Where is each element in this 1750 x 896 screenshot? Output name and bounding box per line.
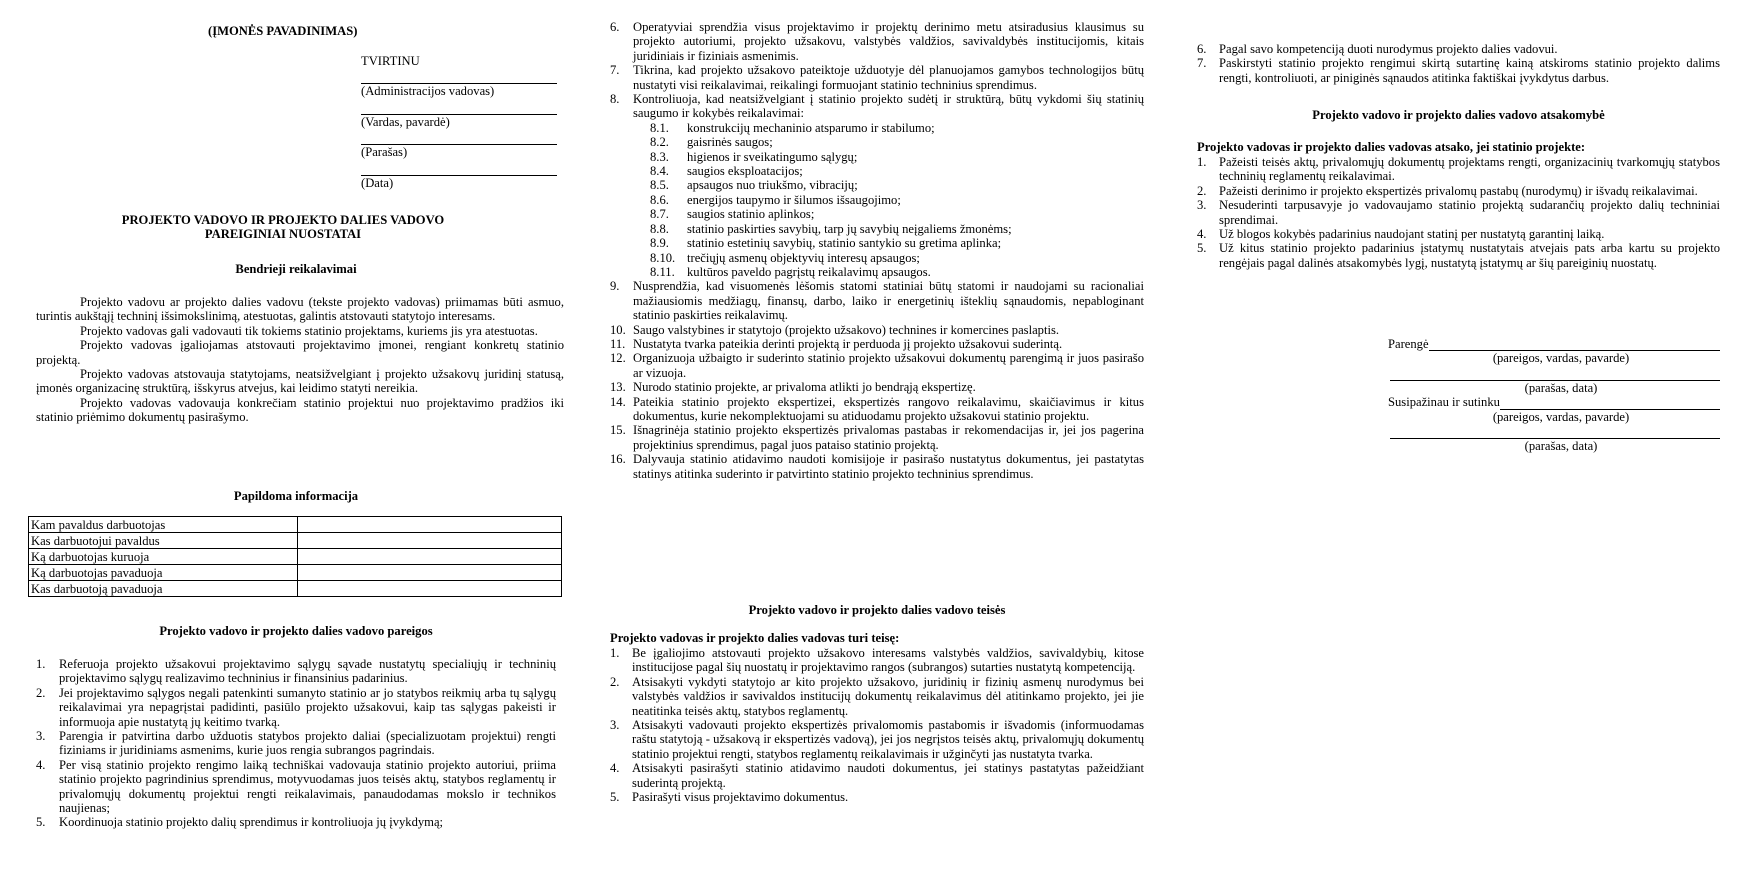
item-number: 4.: [1197, 227, 1207, 242]
table-cell: Kas darbuotojui pavaldus: [29, 533, 298, 549]
sub-number: 8.6.: [650, 192, 669, 207]
item-text: Nustatyta tvarka pateikia derinti projektą ir perduoda jį projekto užsakovui suderintą.: [633, 336, 1063, 351]
prepared-block: [1388, 337, 1720, 453]
duties-heading: Projekto vadovo ir projekto dalies vadovo pareigos: [159, 624, 433, 638]
item-number: 1.: [610, 646, 620, 660]
sub-item: [650, 222, 1144, 236]
table-cell-empty[interactable]: [298, 581, 562, 597]
item-number: 3.: [36, 729, 46, 744]
list-item: [1197, 241, 1720, 270]
item-number: 13.: [610, 380, 626, 395]
sub-number: 8.9.: [650, 236, 669, 251]
sub-item: [650, 164, 1144, 178]
item-number: 6.: [1197, 42, 1207, 56]
item-text: Be įgaliojimo atstovauti projekto užsakovo interesams valstybės valdžios, savivaldybių, kitose institucijose pagal šių nuostatų ir projektavimo rangos (subrangos) sutarties nustatytą kompetenciją.: [632, 646, 1144, 675]
list-item: [610, 790, 1144, 804]
item-number: 4.: [36, 757, 46, 772]
item-text: Pažeisti teisės aktų, privalomųjų dokumentų projektams rengti, organizacinių tvarkomųjų statybos techninių reglamentų reikalavimai.: [1219, 155, 1720, 184]
item-text: Nurodo statinio projekte, ar privaloma atlikti jo bendrąją ekspertizę.: [633, 380, 976, 395]
item-text: Nesuderinti tarpusavyje jo vadovaujamo statinio projektą sudarančių projekto dalių techniniai sprendimai.: [1219, 198, 1720, 227]
sub-number: 8.10.: [650, 250, 676, 265]
paragraph: Projekto vadovu ar projekto dalies vadovu (tekste projekto vadovas) priimamas būti asmuo, turintis aukštąjį techninį išsimokslinimą, atestuotas, galintis atstovauti statytojo interesams.: [36, 295, 564, 324]
signature-line: [361, 160, 557, 176]
item-text: Pateikia statinio projekto ekspertizei, ekspertizės rangovo reikalavimu, skaičiavimus ir kitus dokumentus, kurie nekomplektuojami su atiduodamu projekto užsakovui statinio projektu.: [633, 394, 1144, 423]
paragraph: Projekto vadovas įgaliojamas atstovauti projektavimo įmonei, rengiant konkretų statinio projektą.: [36, 338, 564, 367]
name-label: (Vardas, pavardė): [361, 114, 450, 129]
rights-list: [610, 646, 1144, 804]
sub-number: 8.8.: [650, 221, 669, 236]
table-row: [29, 565, 562, 581]
signature-line: [361, 68, 557, 84]
item-text: Operatyviai sprendžia visus projektavimo ir projektų derinimo metu atsiradusius klausimus su projekto autoriumi, projekto užsakovu, valstybės valdžios, savivaldybės institucijomis, kitais juridiniais ir fiziniais asmenimis.: [633, 20, 1144, 63]
item-number: 10.: [610, 322, 626, 337]
item-text: Organizuoja užbaigto ir suderinto statinio projekto užsakovui dokumentų parengimą ir juos pasirašo ar vizuoja.: [633, 351, 1144, 380]
item-text: Atsisakyti vadovauti projekto ekspertizės privalomomis pastabomis ir išvadomis (informuodamas raštu statytoją - užsakovą ir ekspertizės vadovą), jei jos negrįstos teisės aktų, privalomųjų dokumentų statinio projektui rengti, statybos reglamentų reikalavimais ir užginčyti jas nustatyta tvarka.: [632, 718, 1144, 761]
list-item: [36, 686, 556, 729]
sub-item: [650, 178, 1144, 192]
duties-list: [36, 657, 556, 830]
responsibility-list: [1197, 155, 1720, 270]
rights-list-continued: [1197, 42, 1720, 85]
sub-item: [650, 207, 1144, 221]
item-text: Pažeisti derinimo ir projekto ekspertizės privalomų pastabų (nurodymų) ir išvadų reikalavimai.: [1219, 183, 1698, 198]
agreed-row: [1388, 395, 1720, 409]
sub-number: 8.2.: [650, 135, 669, 150]
sub-text: statinio paskirties savybių, tarp jų savybių neįgaliems žmonėms;: [687, 221, 1012, 236]
sub-text: saugios eksploatacijos;: [687, 164, 803, 179]
list-item: [1197, 42, 1720, 56]
paragraph: Projekto vadovas atstovauja statytojams, neatsižvelgiant į projekto užsakovų juridinį statusą, įmonės organizacinę struktūrą, išskyrus atvejus, kai leidimo statyti nereikia.: [36, 367, 564, 396]
item-number: 2.: [1197, 183, 1207, 198]
general-heading: Bendrieji reikalavimai: [235, 262, 357, 276]
table-row: [29, 549, 562, 565]
item-number: 2.: [36, 685, 46, 700]
item-number: 7.: [610, 63, 620, 78]
prepared-row: [1388, 337, 1720, 351]
sub-text: statinio estetinių savybių, statinio santykio su gretima aplinka;: [687, 236, 1002, 251]
sub-text: energijos taupymo ir šilumos išsaugojimo;: [687, 192, 901, 207]
list-item: [610, 63, 1144, 92]
item-text: Atsisakyti vykdyti statytojo ar kito projekto užsakovo, juridinių ir fizinių asmenų nurodymus bei valstybės valdžios ir savivaldos institucijų dokumentų reikalavimus dėl atitinkamo projekto, jei jie neatitinka teisės aktų, statybos reglamentų.: [632, 674, 1144, 718]
list-item: [610, 380, 1144, 394]
signature-line: [361, 99, 557, 115]
prepared-label: Parengė: [1388, 337, 1429, 351]
sub-item: [650, 251, 1144, 265]
list-item: [1197, 227, 1720, 241]
item-text: Saugo valstybines ir statytojo (projekto užsakovo) technines ir komercines paslaptis.: [633, 322, 1059, 337]
sub-number: 8.4.: [650, 164, 669, 179]
sub-item: [650, 150, 1144, 164]
rights-lead: Projekto vadovas ir projekto dalies vadovas turi teisę:: [610, 631, 900, 645]
item-number: 1.: [36, 657, 46, 671]
sub-number: 8.1.: [650, 120, 669, 135]
sub-text: kultūros paveldo pagrįstų reikalavimų apsaugos.: [687, 264, 931, 279]
list-item: [610, 675, 1144, 718]
sub-text: trečiųjų asmenų objektyvių interesų apsaugos;: [687, 250, 920, 265]
item-number: 4.: [610, 761, 620, 776]
sub-text: higienos ir sveikatingumo sąlygų;: [687, 149, 858, 164]
item-text: Paskirstyti statinio projekto rengimui skirtą sutartinę kainą atskiroms statinio projekto dalims rengti, kontroliuoti, ar piniginės sąnaudos atitinka faktiškai įvykdytus darbus.: [1219, 56, 1720, 85]
sub-item: [650, 135, 1144, 149]
table-cell: Ką darbuotojas kuruoja: [29, 549, 298, 565]
signature-line[interactable]: [1390, 424, 1720, 439]
sub-item: [650, 236, 1144, 250]
item-number: 5.: [610, 790, 620, 805]
item-text: Jei projektavimo sąlygos negali patenkinti sumanyto statinio ar jo statybos reikmių arba tų sąlygų reikalavimai yra nepagrįstai padidinti, pasiūlo projekto užsakovui, kaip tas sąlygas pakeisti ir informuoja apie nustatytą jų keitimo tvarką.: [59, 685, 556, 729]
sub-number: 8.11.: [650, 264, 675, 279]
item-number: 9.: [610, 279, 620, 294]
list-item: [1197, 198, 1720, 227]
signature-line[interactable]: [1429, 337, 1720, 351]
signature-line[interactable]: [1500, 396, 1720, 410]
sub-text: apsaugos nuo triukšmo, vibracijų;: [687, 178, 858, 193]
table-row: [29, 517, 562, 533]
sub-text: konstrukcijų mechaninio atsparumo ir stabilumo;: [687, 120, 935, 135]
list-item: [610, 351, 1144, 380]
paragraph: Projekto vadovas vadovauja konkrečiam statinio projektui nuo projektavimo pradžios iki statinio priėmimo dokumentų pasirašymo.: [36, 395, 564, 425]
item-number: 1.: [1197, 155, 1207, 169]
list-item: [610, 646, 1144, 675]
sub-item: [650, 265, 1144, 279]
item-text: Pagal savo kompetenciją duoti nurodymus projekto dalies vadovui.: [1219, 42, 1558, 56]
list-item: [610, 279, 1144, 322]
table-cell-empty[interactable]: [298, 533, 562, 549]
duties-list-continued: [610, 20, 1144, 481]
responsibility-lead: Projekto vadovas ir projekto dalies vadovas atsako, jei statinio projekte:: [1197, 140, 1586, 154]
company-name: (ĮMONĖS PAVADINIMAS): [208, 24, 358, 38]
item-number: 2.: [610, 674, 620, 689]
item-text: Referuoja projekto užsakovui projektavimo sąlygų sąvade nustatytų specialiųjų ir techninių projektavimo sąlygų realizavimo techninius ir finansinius padarinius.: [59, 657, 556, 686]
sub-number: 8.3.: [650, 149, 669, 164]
agreed-sign-label: (parašas, data): [1524, 439, 1598, 454]
table-cell-empty[interactable]: [298, 517, 562, 533]
list-item: [1197, 184, 1720, 198]
item-text: Koordinuoja statinio projekto dalių sprendimus ir kontroliuoja jų įvykdymą;: [59, 815, 444, 830]
item-number: 3.: [1197, 198, 1207, 213]
sign-label: (Parašas): [361, 145, 408, 160]
approve-label: TVIRTINU: [361, 54, 420, 68]
item-text: Atsisakyti pasirašyti statinio atidavimo naudoti dokumentus, jei statinys pastatytas pažeidžiant suderintą projektą.: [632, 761, 1144, 790]
extra-info-heading: Papildoma informacija: [233, 489, 359, 503]
table-cell-empty[interactable]: [298, 549, 562, 565]
prepared-sign-label: (parašas, data): [1524, 380, 1598, 395]
item-text: Dalyvauja statinio atidavimo naudoti komisijoje ir pasirašo nustatytus dokumentus, jei pastatytas statinys atitinka suderinto ir patvirtinto statinio projekto techninius sprendimus.: [633, 452, 1144, 481]
item-number: 3.: [610, 718, 620, 733]
list-item: [610, 323, 1144, 337]
item-text: Parengia ir patvirtina darbo užduotis statybos projekto daliai (specializuotam projektui) rengti fiziniams ir juridiniams asmenims, kurie juos rengia subrangos pagrindais.: [59, 729, 556, 758]
item-number: 8.: [610, 92, 620, 107]
sub-number: 8.7.: [650, 207, 669, 222]
list-item: [610, 718, 1144, 761]
table-cell: Kam pavaldus darbuotojas: [29, 517, 298, 533]
item-text: Tikrina, kad projekto užsakovo pateiktoje užduotyje dėl planuojamos gamybos technologijos būtų nustatyti visi reikalavimai, reikalingi formuojant statinio techninius sprendimus.: [633, 63, 1144, 92]
agreed-sub: (pareigos, vardas, pavarde): [1492, 409, 1630, 424]
table-cell-empty[interactable]: [298, 565, 562, 581]
list-item: [36, 657, 556, 686]
prepared-sub: (pareigos, vardas, pavarde): [1492, 351, 1630, 366]
paragraph: Projekto vadovas gali vadovauti tik tokiems statinio projektams, kuriems jis yra atestuotas.: [80, 323, 538, 338]
title-line-2: PAREIGINIAI NUOSTATAI: [204, 227, 362, 242]
item-number: 5.: [1197, 241, 1207, 256]
list-item: [1197, 56, 1720, 85]
list-item: [1197, 155, 1720, 184]
title-line-1: PROJEKTO VADOVO IR PROJEKTO DALIES VADOVO: [121, 213, 445, 227]
list-item: [36, 758, 556, 816]
table-row: [29, 533, 562, 549]
list-item: [610, 395, 1144, 424]
item-number: 7.: [1197, 56, 1207, 71]
item-text: Pasirašyti visus projektavimo dokumentus.: [632, 790, 849, 805]
document-title: [58, 213, 508, 242]
signature-line: [361, 129, 557, 145]
list-item: [36, 815, 556, 829]
table-cell: Ką darbuotojas pavaduoja: [29, 565, 298, 581]
approval-block: [361, 54, 557, 190]
list-item: [36, 729, 556, 758]
list-item: [610, 337, 1144, 351]
sub-item: [650, 193, 1144, 207]
item-text: Kontroliuoja, kad neatsižvelgiant į statinio projekto sudėtį ir struktūrą, būtų vykdomi šių statinių saugumo ir kokybės reikalavimai:: [633, 92, 1144, 121]
list-item: [610, 423, 1144, 452]
item-number: 5.: [36, 815, 46, 830]
signature-line[interactable]: [1390, 366, 1720, 381]
item-number: 16.: [610, 452, 626, 467]
list-item: [610, 20, 1144, 63]
sub-list: [610, 121, 1144, 279]
item-number: 6.: [610, 20, 620, 34]
date-label: (Data): [361, 175, 394, 190]
table-cell: Kas darbuotoją pavaduoja: [29, 581, 298, 597]
item-text: Išnagrinėja statinio projekto ekspertizės privalomas pastabas ir rekomendacijas ir, jei jos pagerina projektinius sprendimus, pagal juos pataiso statinio projektą.: [633, 423, 1144, 452]
admin-label: (Administracijos vadovas): [361, 84, 495, 99]
item-text: Už blogos kokybės padarinius naudojant statinį per nustatytą garantinį laiką.: [1219, 227, 1605, 242]
item-text: Už kitus statinio projekto padarinius įstatymų nustatytais atvejais pats arba kartu su projekto rengėjais pagal dalinės atsakomybės lygį, nustatytą įstatymų ar šių pareiginių nuostatų.: [1219, 241, 1720, 270]
item-number: 11.: [610, 336, 626, 351]
item-number: 14.: [610, 394, 626, 409]
agreed-label: Susipažinau ir sutinku: [1388, 395, 1500, 410]
sub-number: 8.5.: [650, 178, 669, 193]
item-text: Per visą statinio projekto rengimo laiką techniškai vadovauja statinio projekto autoriui, priima statinio projekto pagrindinius sprendimus, motyvuodamas juos teisės aktų, statybos reglamentų ir privalomųjų dokumentų projektui rengti reikalavimais, panaudodamas mokslo ir technikos naujienas;: [59, 757, 556, 816]
item-text: Nusprendžia, kad visuomenės lėšomis statomi statiniai būtų statomi ir naudojami su racionaliai mažiausiomis medžiagų, finansų, darbo, laiko ir energetinių išteklių sąnaudomis, nepabloginant statinio paskirties reikalavimų.: [633, 279, 1144, 323]
item-number: 15.: [610, 423, 626, 438]
rights-heading: Projekto vadovo ir projekto dalies vadovo teisės: [748, 603, 1006, 617]
info-table: [28, 516, 562, 597]
item-number: 12.: [610, 351, 626, 366]
responsibility-heading: Projekto vadovo ir projekto dalies vadovo atsakomybė: [1312, 108, 1605, 122]
table-row: [29, 581, 562, 597]
list-item: [610, 452, 1144, 481]
sub-text: gaisrinės saugos;: [687, 135, 773, 150]
general-section: [36, 295, 564, 425]
sub-item: [650, 121, 1144, 135]
sub-text: saugios statinio aplinkos;: [687, 207, 815, 222]
list-item: [610, 761, 1144, 790]
list-item: [610, 92, 1144, 121]
